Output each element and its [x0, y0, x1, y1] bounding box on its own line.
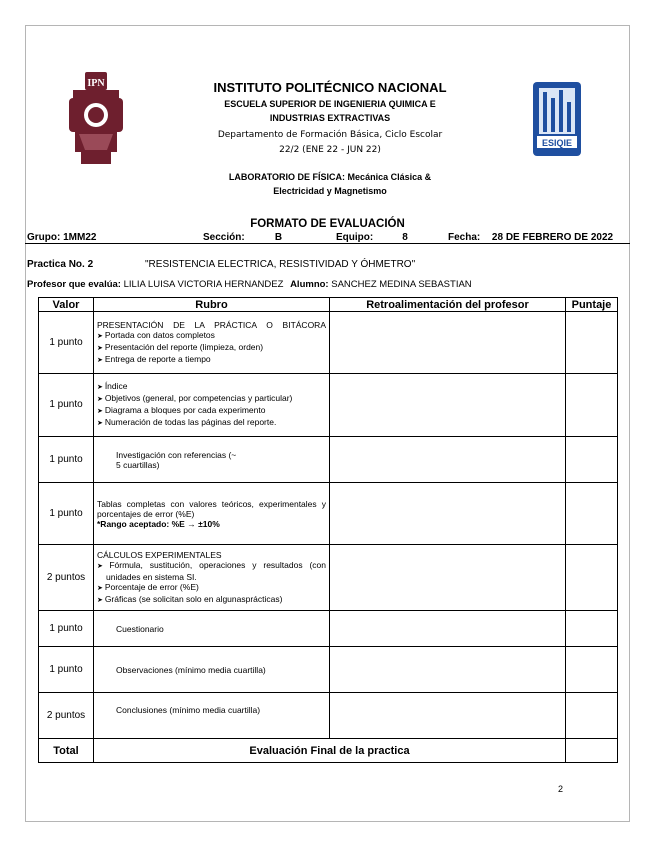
institution-title: INSTITUTO POLITÉCNICO NACIONAL	[213, 80, 447, 95]
seccion-field: Sección: B	[203, 232, 309, 244]
rubro-cell: CÁLCULOS EXPERIMENTALES ➤ Fórmula, sustitución, operaciones y resultados (con unidades en sistema SI. ➤ Porcentaje de error (%E) ➤ Gráficas (se solicitan solo en algunasprácticas)	[94, 545, 330, 611]
school-name: ESCUELA SUPERIOR DE INGENIERIA QUIMICA E INDUSTRIAS EXTRACTIVAS	[224, 99, 436, 123]
rubro-cell: Cuestionario	[94, 611, 330, 647]
feedback-cell[interactable]	[330, 312, 566, 374]
form-title: FORMATO DE EVALUACIÓN	[250, 218, 405, 230]
header-puntaje: Puntaje	[566, 298, 618, 312]
final-evaluation-label: Evaluación Final de la practica	[94, 739, 566, 763]
laboratory-name: LABORATORIO DE FÍSICA: Mecánica Clásica & Electricidad y Magnetismo	[228, 172, 432, 196]
feedback-cell[interactable]	[330, 374, 566, 437]
valor-cell: 1 punto	[39, 312, 94, 374]
grupo-field: Grupo: 1MM22	[27, 232, 121, 244]
rubro-cell: Tablas completas con valores teóricos, experimentales y porcentajes de error (%E) *Rango aceptado: %E → ±10%	[94, 483, 330, 545]
score-cell[interactable]	[566, 545, 618, 611]
header-valor: Valor	[39, 298, 94, 312]
score-cell[interactable]	[566, 611, 618, 647]
score-cell[interactable]	[566, 647, 618, 693]
table-row	[39, 611, 618, 647]
header-rubro: Rubro	[94, 298, 330, 312]
table-row	[39, 545, 618, 611]
ipn-logo	[67, 72, 125, 166]
practica-field: Practica No. 2	[27, 259, 94, 270]
valor-cell: 2 puntos	[39, 545, 94, 611]
valor-cell: 1 punto	[39, 374, 94, 437]
feedback-cell[interactable]	[330, 611, 566, 647]
score-cell[interactable]	[566, 693, 618, 739]
table-row	[39, 693, 618, 739]
feedback-cell[interactable]	[330, 647, 566, 693]
table-row	[39, 312, 618, 374]
practica-title: "RESISTENCIA ELECTRICA, RESISTIVIDAD Y ÓHMETRO"	[145, 259, 416, 270]
rubro-cell: Observaciones (mínimo media cuartilla)	[94, 647, 330, 693]
score-cell[interactable]	[566, 483, 618, 545]
total-row	[39, 739, 618, 763]
table-row	[39, 647, 618, 693]
table-row	[39, 483, 618, 545]
rubro-cell: Investigación con referencias (~ 5 cuartillas)	[94, 437, 330, 483]
feedback-cell[interactable]	[330, 483, 566, 545]
valor-cell: 2 puntos	[39, 693, 94, 739]
valor-cell: 1 punto	[39, 483, 94, 545]
score-cell[interactable]	[566, 374, 618, 437]
total-label: Total	[39, 739, 94, 763]
page-number: 2	[558, 784, 564, 794]
fecha-field: Fecha: 28 DE FEBRERO DE 2022	[448, 232, 622, 244]
score-cell[interactable]	[566, 437, 618, 483]
rubro-cell: ➤ Índice ➤ Objetivos (general, por competencias y particular) ➤ Diagrama a bloques por cada experimento ➤ Numeración de todas las páginas del reporte.	[94, 374, 330, 437]
valor-cell: 1 punto	[39, 611, 94, 647]
info-divider	[25, 243, 630, 244]
valor-cell: 1 punto	[39, 647, 94, 693]
esiqie-logo	[527, 78, 587, 160]
feedback-cell[interactable]	[330, 545, 566, 611]
table-header-row	[39, 298, 618, 312]
table-row	[39, 437, 618, 483]
evaluation-table	[38, 297, 618, 763]
feedback-cell[interactable]	[330, 693, 566, 739]
feedback-cell[interactable]	[330, 437, 566, 483]
rubro-cell: PRESENTACIÓN DE LA PRÁCTICA O BITÁCORA ➤ Portada con datos completos ➤ Presentación del reporte (limpieza, orden) ➤ Entrega de reporte a tiempo	[94, 312, 330, 374]
total-score-cell[interactable]	[566, 739, 618, 763]
profesor-field: Profesor que evalúa: LILIA LUISA VICTORIA HERNANDEZ Alumno: SANCHEZ MEDINA SEBASTIAN	[27, 279, 472, 290]
valor-cell: 1 punto	[39, 437, 94, 483]
score-cell[interactable]	[566, 312, 618, 374]
header-retroalimentacion: Retroalimentación del profesor	[330, 298, 566, 312]
svg-text:ESIQIE: ESIQIE	[541, 138, 573, 148]
rubro-cell: Conclusiones (mínimo media cuartilla)	[94, 693, 330, 739]
svg-text:IPN: IPN	[87, 78, 105, 89]
table-row	[39, 374, 618, 437]
department-info: Departamento de Formación Básica, Ciclo Escolar 22/2 (ENE 22 - JUN 22)	[217, 130, 443, 155]
equipo-field: Equipo: 8	[336, 232, 434, 244]
